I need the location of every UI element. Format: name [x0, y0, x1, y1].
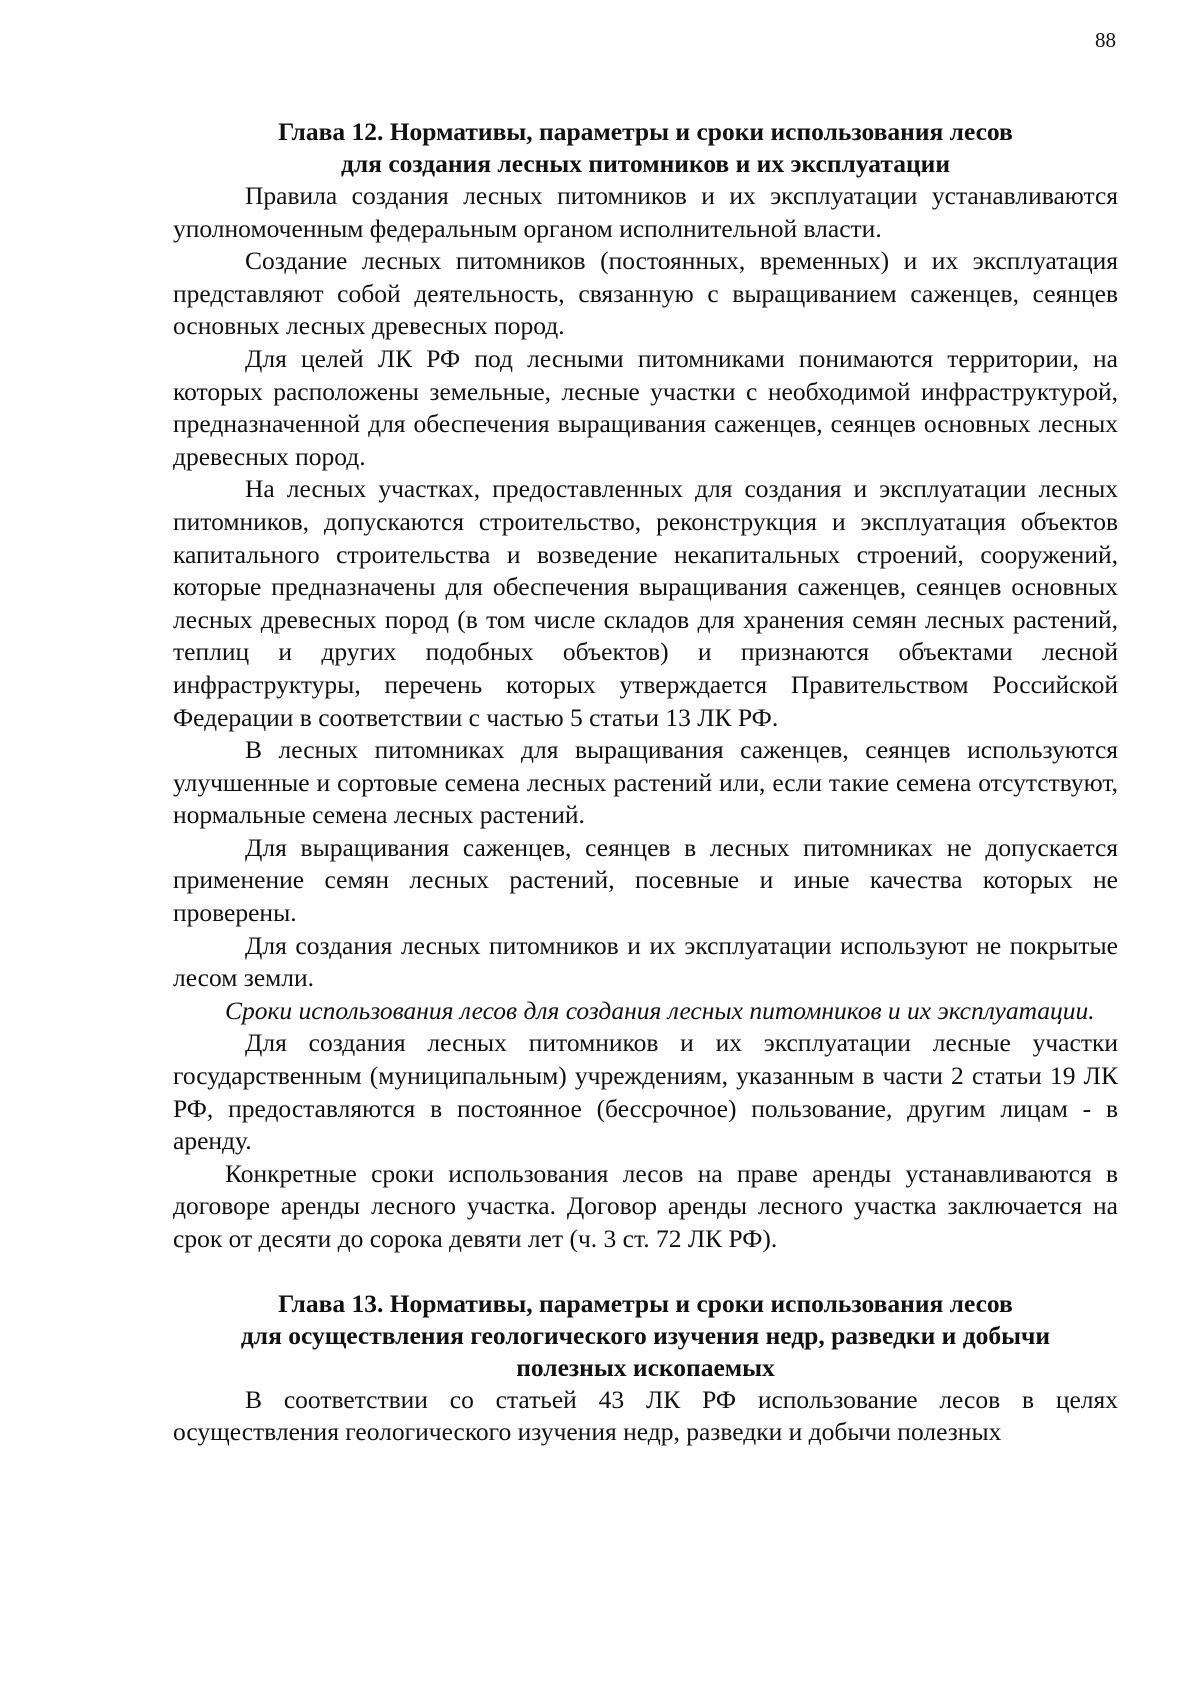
chapter-12-title-line-2: для создания лесных питомников и их эксплуатации [340, 149, 951, 178]
section-spacer [173, 1256, 1118, 1288]
chapter-12-heading [173, 116, 1118, 180]
paragraph: Конкретные сроки использования лесов на праве аренды устанавливаются в договоре аренды лесного участка. Договор аренды лесного участка заключается на срок от десяти до сорока девяти лет (ч. 3 ст. 72 ЛК РФ). [173, 1158, 1118, 1253]
page-number: 88 [1095, 28, 1116, 52]
italic-subheading: Сроки использования лесов для создания лесных питомников и их эксплуатации. [225, 995, 1095, 1025]
paragraph: На лесных участках, предоставленных для создания и эксплуатации лесных питомников, допускаются строительство, реконструкция и эксплуатация объектов капитального строительства и возведение некапитальных строений, сооружений, которые предназначены для обеспечения выращивания саженцев, сеянцев основных лесных древесных пород (в том числе складов для хранения семян лесных растений, теплиц и других подобных объектов) и признаются объектами лесной инфраструктуры, перечень которых утверждается Правительством Российской Федерации в соответствии с частью 5 статьи 13 ЛК РФ. [173, 474, 1118, 732]
chapter-13-title-line-2: для осуществления геологического изучения недр, разведки и добычи [240, 1320, 1051, 1350]
paragraph: Создание лесных питомников (постоянных, временных) и их эксплуатация представляют собой деятельность, связанную с выращиванием саженцев, сеянцев основных лесных древесных пород. [173, 246, 1118, 341]
document-body [173, 116, 1118, 1449]
paragraph: Для создания лесных питомников и их эксплуатации используют не покрытые лесом земли. [173, 930, 1118, 993]
chapter-13-heading [173, 1288, 1118, 1384]
paragraph: Для выращивания саженцев, сеянцев в лесных питомниках не допускается применение семян лесных растений, посевные и иные качества которых не проверены. [173, 832, 1118, 928]
chapter-12-title-line-1: Глава 12. Нормативы, параметры и сроки использования лесов [278, 117, 1013, 146]
chapter-13-title-line-1: Глава 13. Нормативы, параметры и сроки использования лесов [278, 1288, 1013, 1318]
paragraph: В соответствии со статьей 43 ЛК РФ использование лесов в целях осуществления геологического изучения недр, разведки и добычи полезных [173, 1384, 1118, 1447]
chapter-13-title-line-3: полезных ископаемых [516, 1352, 775, 1382]
paragraph: Для создания лесных питомников и их эксплуатации лесные участки государственным (муниципальным) учреждениям, указанным в части 2 статьи 19 ЛК РФ, предоставляются в постоянное (бессрочное) пользование, другим лицам - в аренду. [173, 1028, 1118, 1156]
paragraph: В лесных питомниках для выращивания саженцев, сеянцев используются улучшенные и сортовые семена лесных растений или, если такие семена отсутствуют, нормальные семена лесных растений. [173, 735, 1118, 830]
paragraph: Правила создания лесных питомников и их эксплуатации устанавливаются уполномоченным федеральным органом исполнительной власти. [173, 181, 1118, 243]
paragraph: Для целей ЛК РФ под лесными питомниками понимаются территории, на которых расположены земельные, лесные участки с необходимой инфраструктурой, предназначенной для обеспечения выращивания саженцев, сеянцев основных лесных древесных пород. [173, 343, 1118, 471]
